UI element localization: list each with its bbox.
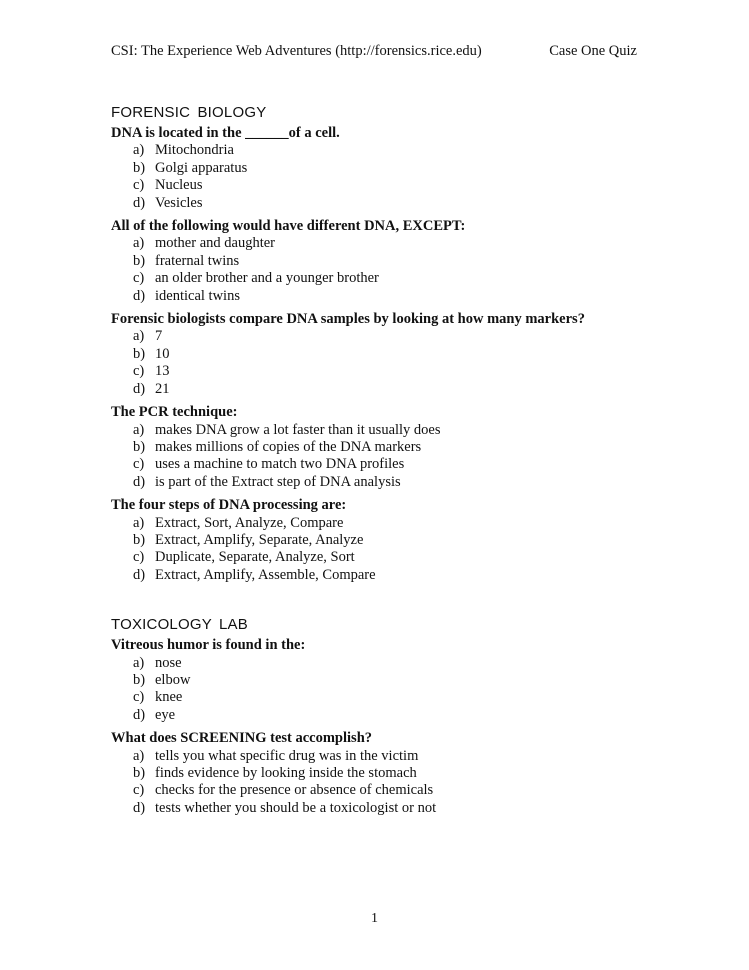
option-text: 10 — [155, 345, 170, 362]
answer-option — [111, 567, 651, 584]
option-letter: d) — [133, 194, 146, 211]
option-text: Extract, Amplify, Separate, Analyze — [155, 531, 364, 548]
answer-option — [111, 655, 651, 672]
answer-option — [111, 195, 651, 212]
option-text: eye — [155, 706, 176, 723]
option-text: mother and daughter — [155, 235, 275, 252]
option-text: Extract, Sort, Analyze, Compare — [155, 514, 344, 531]
option-text: Vesicles — [155, 194, 203, 211]
option-text: knee — [155, 689, 183, 706]
option-text: fraternal twins — [155, 252, 240, 269]
page-header — [111, 43, 637, 60]
question — [111, 404, 651, 491]
question — [111, 637, 651, 724]
answer-option — [111, 328, 651, 345]
option-text: 21 — [155, 380, 170, 397]
option-letter: c) — [133, 270, 145, 287]
answer-option — [111, 456, 651, 473]
option-letter: b) — [133, 345, 146, 362]
option-text: checks for the presence or absence of chemicals — [155, 782, 434, 799]
option-letter: b) — [133, 531, 146, 548]
answer-option — [111, 160, 651, 177]
answer-option — [111, 672, 651, 689]
answer-option — [111, 782, 651, 799]
answer-option — [111, 253, 651, 270]
question-text: All of the following would have different DNA, EXCEPT: — [111, 218, 466, 235]
option-letter: a) — [133, 514, 145, 531]
option-letter: a) — [133, 235, 145, 252]
option-letter: c) — [133, 782, 145, 799]
option-letter: c) — [133, 689, 145, 706]
question — [111, 311, 651, 398]
option-letter: b) — [133, 252, 146, 269]
answer-option — [111, 439, 651, 456]
header-quiz-label: Case One Quiz — [549, 43, 637, 59]
option-letter: c) — [133, 363, 145, 380]
question — [111, 730, 651, 817]
option-letter: d) — [133, 706, 146, 723]
answer-option — [111, 474, 651, 491]
answer-option — [111, 235, 651, 252]
question — [111, 497, 651, 584]
question-text: What does SCREENING test accomplish? — [111, 730, 373, 747]
option-text: elbow — [155, 671, 191, 688]
option-text: Duplicate, Separate, Analyze, Sort — [155, 549, 355, 566]
option-letter: d) — [133, 566, 146, 583]
section-title: FORENSIC BIOLOGY — [111, 104, 267, 121]
answer-option — [111, 422, 651, 439]
question-text: The four steps of DNA processing are: — [111, 497, 347, 514]
option-letter: d) — [133, 287, 146, 304]
page-number: 1 — [371, 911, 378, 926]
option-letter: a) — [133, 421, 145, 438]
answer-option — [111, 346, 651, 363]
option-text: uses a machine to match two DNA profiles — [155, 456, 405, 473]
option-letter: c) — [133, 456, 145, 473]
answer-option — [111, 532, 651, 549]
answer-option — [111, 689, 651, 706]
option-text: an older brother and a younger brother — [155, 270, 379, 287]
option-text: Extract, Amplify, Assemble, Compare — [155, 566, 376, 583]
answer-option — [111, 748, 651, 765]
answer-option — [111, 707, 651, 724]
answer-option — [111, 288, 651, 305]
option-text: finds evidence by looking inside the stomach — [155, 765, 417, 781]
answer-option — [111, 142, 651, 159]
option-letter: b) — [133, 159, 146, 176]
option-letter: c) — [133, 549, 145, 566]
answer-option — [111, 177, 651, 194]
answer-option — [111, 363, 651, 380]
question-text: Forensic biologists compare DNA samples by looking at how many markers? — [111, 311, 585, 328]
option-text: tests whether you should be a toxicologist or not — [155, 799, 437, 816]
option-text: nose — [155, 654, 182, 671]
header-title: CSI: The Experience Web Adventures (http://forensics.rice.edu) — [111, 43, 482, 59]
option-text: Golgi apparatus — [155, 159, 248, 176]
option-letter: a) — [133, 747, 145, 764]
answer-option — [111, 381, 651, 398]
question — [111, 125, 651, 212]
option-letter: d) — [133, 473, 146, 490]
option-text: makes millions of copies of the DNA markers — [155, 438, 422, 455]
option-letter: c) — [133, 177, 145, 194]
option-text: Nucleus — [155, 177, 203, 194]
option-text: is part of the Extract step of DNA analysis — [155, 473, 401, 490]
question-text: DNA is located in the ______of a cell. — [111, 125, 340, 141]
option-letter: b) — [133, 671, 146, 688]
option-text: 7 — [155, 328, 163, 345]
question — [111, 218, 651, 305]
option-letter: b) — [133, 438, 146, 455]
quiz-content — [111, 104, 651, 823]
section-title: TOXICOLOGY LAB — [111, 616, 248, 634]
answer-option — [111, 800, 651, 817]
question-text: Vitreous humor is found in the: — [111, 637, 306, 654]
answer-option — [111, 515, 651, 532]
option-letter: a) — [133, 328, 145, 345]
question-text: The PCR technique: — [111, 404, 238, 421]
option-letter: a) — [133, 654, 145, 671]
option-text: tells you what specific drug was in the victim — [155, 747, 419, 764]
option-text: 13 — [155, 363, 170, 380]
option-text: Mitochondria — [155, 142, 234, 159]
answer-option — [111, 549, 651, 566]
option-text: identical twins — [155, 287, 240, 304]
option-letter: b) — [133, 765, 146, 781]
answer-option — [111, 765, 651, 782]
option-letter: d) — [133, 380, 146, 397]
answer-option — [111, 270, 651, 287]
option-letter: a) — [133, 142, 145, 159]
option-letter: d) — [133, 799, 146, 816]
option-text: makes DNA grow a lot faster than it usually does — [155, 421, 441, 438]
